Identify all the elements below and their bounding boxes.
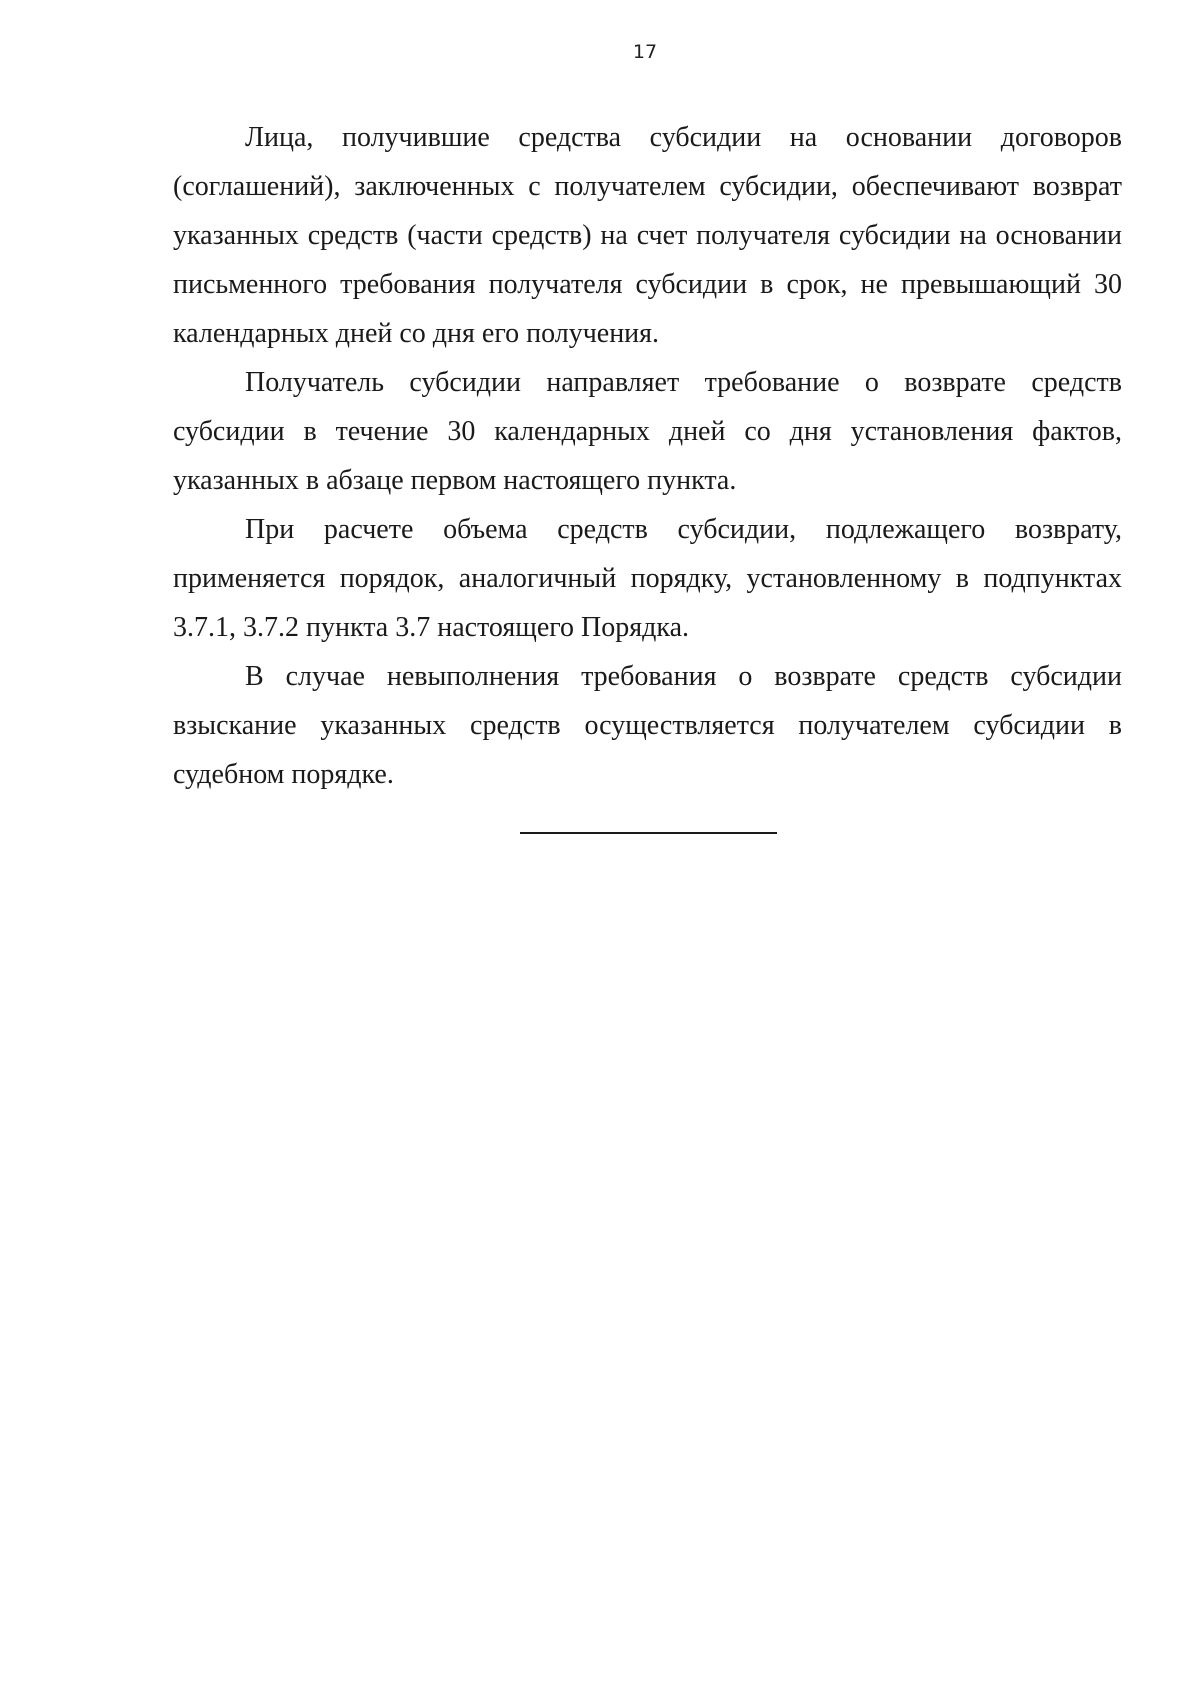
paragraph-return-requirement: Получатель субсидии направляет требование о возврате средств субсидии в течение 30 календарных дней со дня установления фактов, указанных в абзаце первом настоящего пункта. [173,367,1122,496]
end-of-document-rule [520,832,777,834]
paragraph-calculation-procedure: При расчете объема средств субсидии, подлежащего возврату, применяется порядок, аналогичный порядку, установленному в подпунктах 3.7.1, 3.7.2 пункта 3.7 настоящего Порядка. [173,514,1122,643]
page-number: 17 [632,41,658,63]
paragraph-judicial-recovery: В случае невыполнения требования о возврате средств субсидии взыскание указанных средств осуществляется получателем субсидии в судебном порядке. [173,661,1122,790]
paragraph-return-of-funds: Лица, получившие средства субсидии на основании договоров (соглашений), заключенных с получателем субсидии, обеспечивают возврат указанных средств (части средств) на счет получателя субсидии на основании письменного требования получателя субсидии в срок, не превышающий 30 календарных дней со дня его получения. [173,122,1122,349]
document-body [173,113,1122,799]
